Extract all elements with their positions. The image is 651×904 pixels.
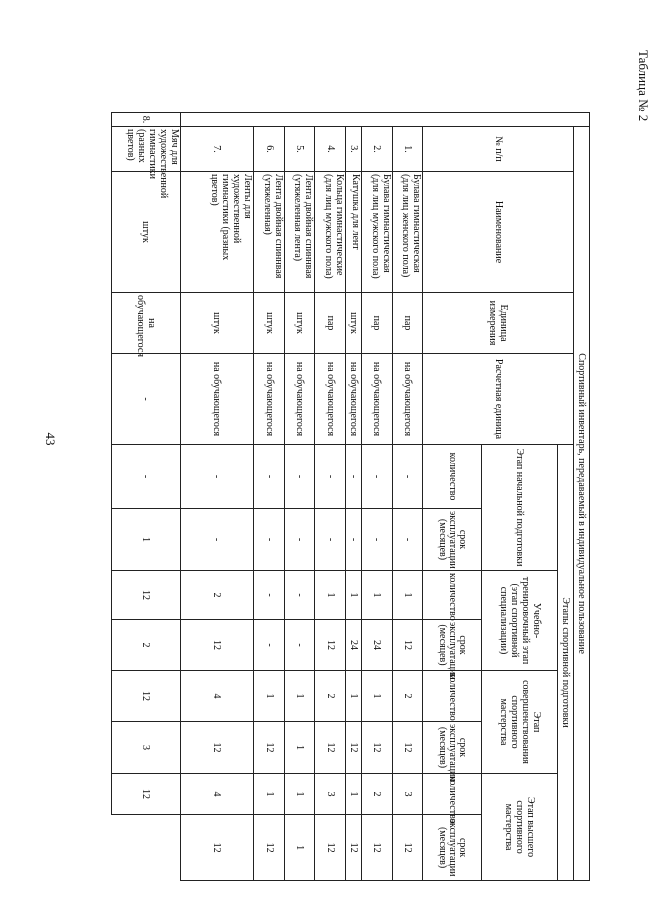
row-stage1-term: - [346,509,362,571]
row-calc-unit: на обучающегося [346,354,362,445]
row-name: Мяч для художественной гимнастики (разных цветов) [112,127,181,172]
row-stage3-qty: 1 [346,671,362,722]
left-margin-cell [180,113,589,127]
row-stage2-term: 12 [112,571,181,620]
row-stage1-qty: - [392,445,423,509]
row-calc-unit: на обучающегося [180,354,254,445]
row-stage1-term: - [392,509,423,571]
header-term: срок эксплуатации (месяцев) [423,815,482,881]
header-stage-4: Этап высшего спортивного мастерства [482,774,558,881]
row-stage2-term: 12 [315,620,346,671]
row-stage4-term: 12 [315,815,346,881]
row-stage4-term: 12 [362,815,393,881]
page-number: 43 [43,432,58,446]
row-stage3-term: 12 [180,722,254,774]
row-unit: пар [362,293,393,354]
row-stage4-term: 12 [180,815,254,881]
header-stage-2: Учебно-тренировочный этап (этап спортивной специализации) [482,571,558,671]
row-unit: штук [112,172,181,293]
row-calc-unit: на обучающегося [112,293,181,354]
row-stage2-qty: 1 [315,571,346,620]
row-calc-unit: на обучающегося [315,354,346,445]
row-stage1-qty: - [284,445,315,509]
header-term: срок эксплуатации (месяцев) [423,722,482,774]
row-stage3-qty: 4 [180,671,254,722]
row-unit: штук [254,293,285,354]
row-name: Лента двойная спиннвая (утяжеленная лента) [284,172,315,293]
row-calc-unit: на обучающегося [254,354,285,445]
row-stage1-qty: - [362,445,393,509]
row-stage1-qty: - [346,445,362,509]
row-stage2-term: - [284,620,315,671]
row-stage4-term: 12 [346,815,362,881]
row-unit: пар [315,293,346,354]
table-title: Спортивный инвентарь, передаваемый в индивидуальное пользование [574,127,590,881]
table-row [346,113,362,881]
row-num: 5. [284,127,315,172]
header-qty: количество [423,445,482,509]
header-name: Наименование [423,172,574,293]
row-stage3-term: 12 [112,671,181,722]
table-row [284,113,315,881]
row-stage4-qty: 3 [112,722,181,774]
header-qty: количество [423,571,482,620]
row-name: Булава гимнастическая (для лиц мужского пола) [362,172,393,293]
row-stage1-qty: - [112,354,181,445]
row-stage3-term: 1 [284,722,315,774]
row-stage3-term: 12 [362,722,393,774]
inventory-table [111,112,590,881]
row-num: 6. [254,127,285,172]
table-row [392,113,423,881]
row-unit: штук [346,293,362,354]
row-num: 8. [112,113,181,127]
row-stage1-qty: - [315,445,346,509]
row-num: 2. [362,127,393,172]
table-row [315,113,346,881]
row-stage2-term: 24 [362,620,393,671]
row-stage3-term: 12 [315,722,346,774]
row-num: 4. [315,127,346,172]
row-stage3-qty: 1 [284,671,315,722]
row-stage3-term: 12 [392,722,423,774]
header-unit: Единица измерения [423,293,574,354]
row-stage4-qty: 3 [392,774,423,815]
row-stage1-term: - [112,445,181,509]
row-calc-unit: на обучающегося [392,354,423,445]
header-calc-unit: Расчетная единица [423,354,574,445]
row-stage1-term: - [180,509,254,571]
row-num: 7. [180,127,254,172]
row-stage4-term: 12 [392,815,423,881]
row-stage3-qty: 2 [112,620,181,671]
row-stage4-qty: 2 [362,774,393,815]
row-stage1-term: - [362,509,393,571]
row-stage1-term: - [315,509,346,571]
table-label: Таблица № 2 [636,50,651,122]
row-stage4-qty: 3 [315,774,346,815]
row-stage1-term: - [284,509,315,571]
table-row [180,113,254,881]
row-stage3-qty: 1 [254,671,285,722]
row-name: Булава гимнастическая (для лиц женского пола) [392,172,423,293]
row-stage3-qty: 2 [315,671,346,722]
row-unit: штук [284,293,315,354]
row-stage2-term: 12 [392,620,423,671]
row-stage2-qty: 1 [392,571,423,620]
rotated-table-container [111,112,590,877]
header-num: № п/п [423,127,574,172]
row-stage1-term: - [254,509,285,571]
row-stage2-qty: 1 [362,571,393,620]
table-row [362,113,393,881]
row-unit: пар [392,293,423,354]
row-calc-unit: на обучающегося [362,354,393,445]
row-stage3-qty: 1 [362,671,393,722]
table-row [254,113,285,881]
row-name: Кольца гимнастические (для лиц мужского пола) [315,172,346,293]
row-stage2-term: - [254,620,285,671]
row-name: Лента двойная спиннвая (утяжеленная) [254,172,285,293]
row-stage2-qty: 1 [346,571,362,620]
row-stage4-term: 12 [112,774,181,815]
row-stage3-qty: 2 [392,671,423,722]
row-num: 3. [346,127,362,172]
row-stage2-qty: 2 [180,571,254,620]
row-unit: штук [180,293,254,354]
row-stage4-term: 1 [284,815,315,881]
header-stages-title: Этапы спортивной подготовки [558,445,574,881]
header-stage-1: Этап начальной подготовки [482,445,558,571]
row-stage4-qty: 1 [346,774,362,815]
row-name: Катушка для лент [346,172,362,293]
row-stage2-term: 12 [180,620,254,671]
row-stage1-qty: - [254,445,285,509]
table-row [112,113,181,881]
row-stage2-qty: - [284,571,315,620]
header-stage-3: Этап совершенствования спортивного мастерства [482,671,558,774]
row-name: Ленты для художественной гимнастики (разных цветов) [180,172,254,293]
row-stage4-qty: 1 [284,774,315,815]
header-term: срок эксплуатации (месяцев) [423,620,482,671]
row-stage4-term: 12 [254,815,285,881]
row-stage4-qty: 1 [254,774,285,815]
row-calc-unit: на обучающегося [284,354,315,445]
row-stage4-qty: 4 [180,774,254,815]
row-stage3-term: 12 [346,722,362,774]
row-stage2-term: 24 [346,620,362,671]
row-stage1-qty: - [180,445,254,509]
row-stage3-term: 12 [254,722,285,774]
row-stage2-qty: 1 [112,509,181,571]
row-stage2-qty: - [254,571,285,620]
header-qty: количество [423,671,482,722]
header-term: срок эксплуатации (месяцев) [423,509,482,571]
row-num: 1. [392,127,423,172]
header-qty: количество [423,774,482,815]
